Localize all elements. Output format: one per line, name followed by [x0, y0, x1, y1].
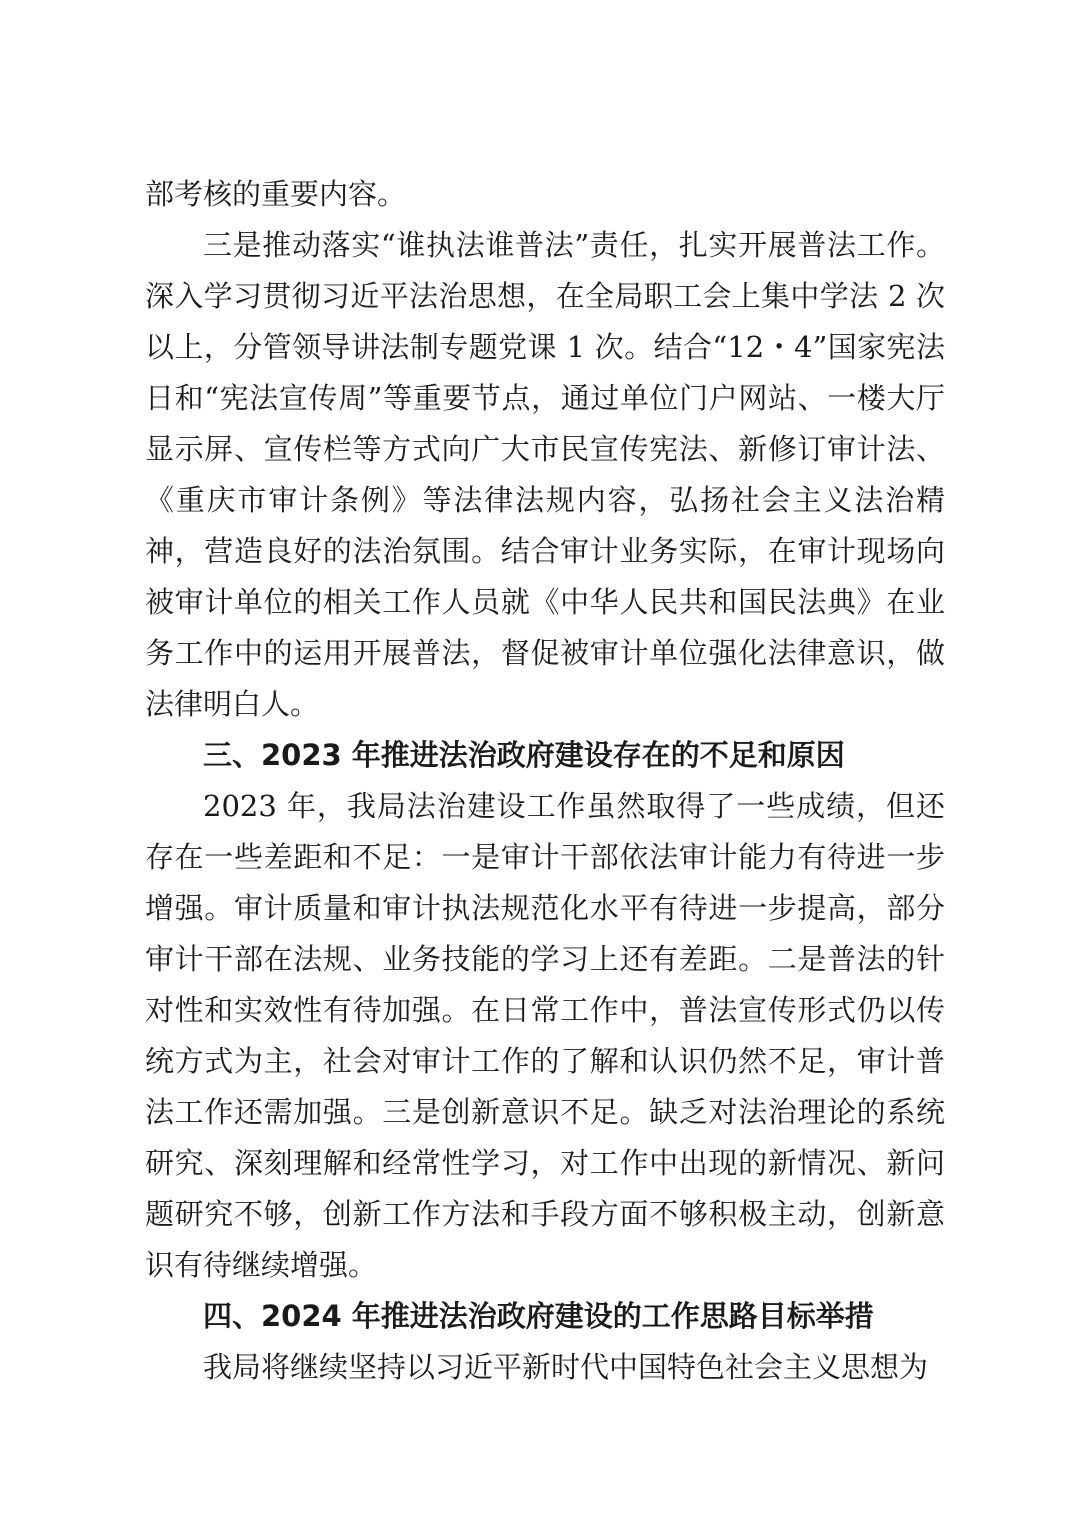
- section-heading-shortcomings: 三、2023 年推进法治政府建设存在的不足和原因: [203, 738, 845, 772]
- paragraph-shortcomings: 2023 年，我局法治建设工作虽然取得了一些成绩，但还存在一些差距和不足：一是审计干部依法审计能力有待进一步增强。审计质量和审计执法规范化水平有待进一步提高，部分审计干部在法规、业务技能的学习上还有差距。二是普法的针对性和实效性有待加强。在日常工作中，普法宣传形式仍以传统方式为主，社会对审计工作的了解和认识仍然不足，审计普法工作还需加强。三是创新意识不足。缺乏对法治理论的系统研究、深刻理解和经常性学习，对工作中出现的新情况、新问题研究不够，创新工作方法和手段方面不够积极主动，创新意识有待继续增强。: [145, 789, 945, 1282]
- paragraph-continuation: 部考核的重要内容。: [145, 177, 407, 211]
- document-body: [145, 169, 945, 1393]
- section-heading-2024-plan: 四、2024 年推进法治政府建设的工作思路目标举措: [203, 1299, 874, 1333]
- paragraph-popularize-law: 三是推动落实“谁执法谁普法”责任，扎实开展普法工作。深入学习贯彻习近平法治思想，在全局职工会上集中学法 2 次以上，分管领导讲法制专题党课 1 次。结合“12・4”国家宪法日和“宪法宣传周”等重要节点，通过单位门户网站、一楼大厅显示屏、宣传栏等方式向广大市民宣传宪法、新修订审计法、《重庆市审计条例》等法律法规内容，弘扬社会主义法治精神，营造良好的法治氛围。结合审计业务实际，在审计现场向被审计单位的相关工作人员就《中华人民共和国民法典》在业务工作中的运用开展普法，督促被审计单位强化法律意识，做法律明白人。: [145, 228, 945, 721]
- paragraph-2024-plan: 我局将继续坚持以习近平新时代中国特色社会主义思想为: [203, 1350, 929, 1384]
